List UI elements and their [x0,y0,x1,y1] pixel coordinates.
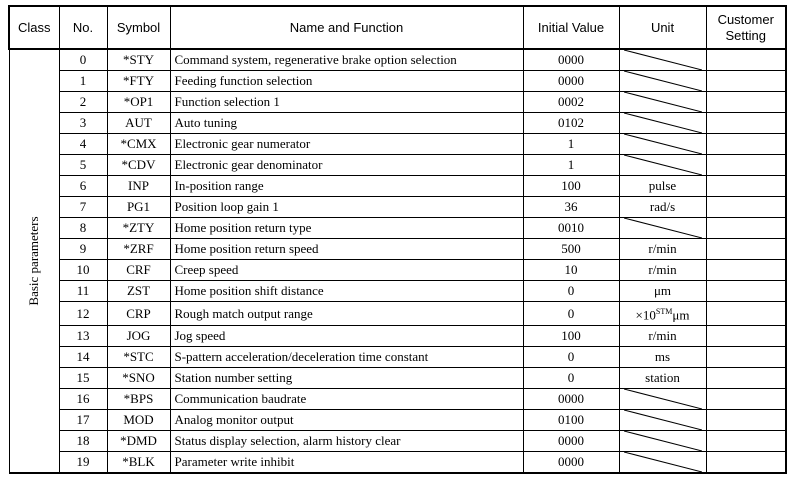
table-row [9,113,786,134]
param-initial-value: 1 [523,134,619,155]
diagonal-slash-icon [624,218,702,238]
customer-setting-cell [706,260,786,281]
customer-setting-cell [706,452,786,474]
param-no: 12 [59,302,107,326]
param-no: 19 [59,452,107,474]
param-unit-empty [619,410,706,431]
table-row [9,239,786,260]
diagonal-slash-icon [624,452,702,472]
table-row [9,452,786,474]
param-initial-value: 0002 [523,92,619,113]
table-body [9,49,786,473]
param-symbol: CRF [107,260,170,281]
table-row [9,260,786,281]
param-initial-value: 36 [523,197,619,218]
table-row [9,176,786,197]
param-no: 0 [59,49,107,71]
param-symbol: *ZTY [107,218,170,239]
diagonal-slash-icon [624,113,702,133]
param-unit: r/min [619,326,706,347]
param-no: 7 [59,197,107,218]
param-name: Status display selection, alarm history clear [170,431,523,452]
param-no: 6 [59,176,107,197]
param-name: Home position return speed [170,239,523,260]
customer-setting-cell [706,281,786,302]
table-row [9,281,786,302]
param-initial-value: 10 [523,260,619,281]
param-unit-empty [619,431,706,452]
param-no: 8 [59,218,107,239]
param-name: Command system, regenerative brake option selection [170,49,523,71]
param-name: Analog monitor output [170,410,523,431]
param-initial-value: 0000 [523,71,619,92]
customer-setting-cell [706,134,786,155]
param-name: Auto tuning [170,113,523,134]
param-initial-value: 0010 [523,218,619,239]
param-symbol: JOG [107,326,170,347]
param-symbol: *CDV [107,155,170,176]
param-unit: ms [619,347,706,368]
param-name: Feeding function selection [170,71,523,92]
param-no: 15 [59,368,107,389]
header-customer-setting: Customer Setting [706,6,786,49]
param-symbol: *DMD [107,431,170,452]
customer-setting-cell [706,113,786,134]
diagonal-slash-icon [624,431,702,451]
param-unit-empty [619,389,706,410]
header-class: Class [9,6,59,49]
header-unit: Unit [619,6,706,49]
table-row [9,155,786,176]
param-unit-empty [619,452,706,474]
param-name: S-pattern acceleration/deceleration time constant [170,347,523,368]
unit-prefix: ×10 [635,307,656,323]
customer-setting-cell [706,239,786,260]
param-no: 1 [59,71,107,92]
param-no: 11 [59,281,107,302]
param-name: Electronic gear numerator [170,134,523,155]
customer-setting-cell [706,326,786,347]
param-unit-empty [619,134,706,155]
param-no: 4 [59,134,107,155]
table-row [9,49,786,71]
header-no: No. [59,6,107,49]
param-name: Electronic gear denominator [170,155,523,176]
param-unit-empty [619,218,706,239]
param-name: Function selection 1 [170,92,523,113]
header-row [9,6,786,49]
param-name: Home position shift distance [170,281,523,302]
param-initial-value: 0000 [523,431,619,452]
diagonal-slash-icon [624,92,702,112]
param-symbol: *OP1 [107,92,170,113]
diagonal-slash-icon [624,155,702,175]
unit-suffix: μm [672,307,690,323]
diagonal-slash-icon [624,50,702,70]
param-symbol: *FTY [107,71,170,92]
table-row [9,197,786,218]
param-symbol: AUT [107,113,170,134]
customer-setting-cell [706,368,786,389]
param-unit-empty [619,49,706,71]
table-row [9,134,786,155]
param-unit: rad/s [619,197,706,218]
param-unit: r/min [619,239,706,260]
header-initial-value: Initial Value [523,6,619,49]
param-initial-value: 100 [523,326,619,347]
customer-setting-cell [706,71,786,92]
param-initial-value: 0100 [523,410,619,431]
diagonal-slash-icon [624,389,702,409]
param-name: Home position return type [170,218,523,239]
param-unit: r/min [619,260,706,281]
header-symbol: Symbol [107,6,170,49]
param-symbol: PG1 [107,197,170,218]
table-row [9,431,786,452]
param-initial-value: 0 [523,368,619,389]
table-row [9,326,786,347]
table-row [9,389,786,410]
param-symbol: CRP [107,302,170,326]
param-unit-empty [619,92,706,113]
class-label: Basic parameters [26,216,41,306]
param-initial-value: 0 [523,302,619,326]
param-symbol: *BLK [107,452,170,474]
customer-setting-cell [706,176,786,197]
param-no: 10 [59,260,107,281]
param-initial-value: 500 [523,239,619,260]
diagonal-slash-icon [624,410,702,430]
param-no: 14 [59,347,107,368]
param-initial-value: 100 [523,176,619,197]
param-symbol: *STY [107,49,170,71]
param-name: Jog speed [170,326,523,347]
param-unit-empty [619,71,706,92]
param-symbol: *SNO [107,368,170,389]
param-unit: pulse [619,176,706,197]
customer-setting-cell [706,155,786,176]
customer-setting-cell [706,410,786,431]
table-row [9,368,786,389]
param-symbol: *CMX [107,134,170,155]
param-symbol: MOD [107,410,170,431]
param-initial-value: 0 [523,347,619,368]
param-symbol: ZST [107,281,170,302]
table-row [9,92,786,113]
table-row [9,410,786,431]
customer-setting-cell [706,302,786,326]
param-no: 3 [59,113,107,134]
param-initial-value: 1 [523,155,619,176]
param-initial-value: 0000 [523,452,619,474]
unit-exponent: STM [655,307,673,316]
param-initial-value: 0102 [523,113,619,134]
customer-setting-cell [706,218,786,239]
diagonal-slash-icon [624,134,702,154]
param-initial-value: 0000 [523,49,619,71]
param-initial-value: 0 [523,281,619,302]
customer-setting-cell [706,389,786,410]
param-no: 2 [59,92,107,113]
table-row [9,302,786,326]
param-name: Parameter write inhibit [170,452,523,474]
basic-parameters-table [8,5,787,474]
param-no: 13 [59,326,107,347]
param-unit-empty [619,113,706,134]
table-row [9,347,786,368]
param-unit: station [619,368,706,389]
param-no: 16 [59,389,107,410]
param-no: 5 [59,155,107,176]
param-name: Station number setting [170,368,523,389]
param-initial-value: 0000 [523,389,619,410]
param-unit: μm [619,281,706,302]
customer-setting-cell [706,92,786,113]
param-no: 18 [59,431,107,452]
diagonal-slash-icon [624,71,702,91]
param-symbol: INP [107,176,170,197]
param-no: 17 [59,410,107,431]
param-name: In-position range [170,176,523,197]
table-row [9,71,786,92]
header-name-and-function: Name and Function [170,6,523,49]
param-unit-empty [619,155,706,176]
param-no: 9 [59,239,107,260]
customer-setting-cell [706,49,786,71]
param-name: Creep speed [170,260,523,281]
class-cell [9,49,59,473]
customer-setting-cell [706,347,786,368]
customer-setting-cell [706,431,786,452]
param-name: Rough match output range [170,302,523,326]
param-symbol: *BPS [107,389,170,410]
table-row [9,218,786,239]
param-symbol: *ZRF [107,239,170,260]
param-symbol: *STC [107,347,170,368]
param-name: Communication baudrate [170,389,523,410]
param-name: Position loop gain 1 [170,197,523,218]
param-unit [619,302,706,326]
customer-setting-cell [706,197,786,218]
